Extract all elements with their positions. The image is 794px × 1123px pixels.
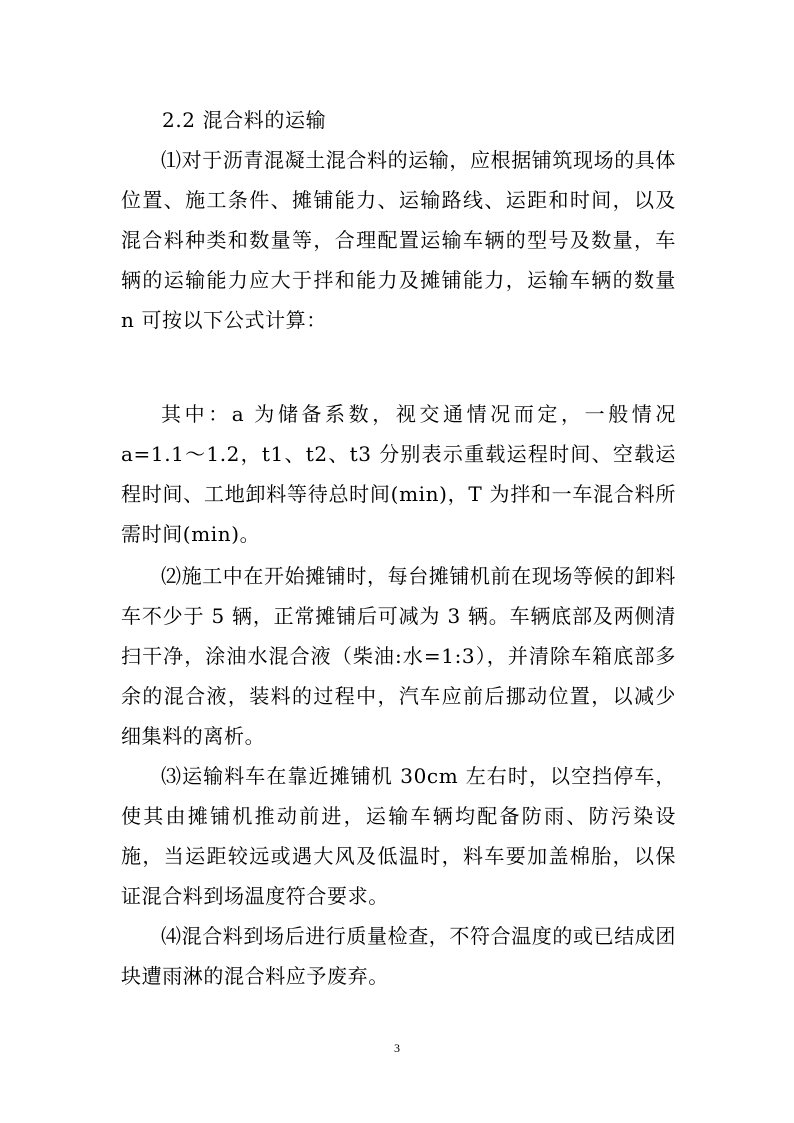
paragraph-text: ⑴对于沥青混凝土混合料的运输，应根据铺筑现场的具体位置、施工条件、摊铺能力、运输路线、运距和时间，以及混合料种类和数量等，合理配置运输车辆的型号及数量，车辆的运输能力应大于拌和能力及摊铺能力，运输车辆的数量 n 可按以下公式计算： xyxy=(121,148,676,332)
paragraph-text: 其中：a 为储备系数，视交通情况而定，一般情况 a=1.1～1.2，t1、t2、t3 分别表示重载运程时间、空载运程时间、工地卸料等待总时间(min)，T 为拌和一车混合料所需时间(min)。 xyxy=(121,402,676,546)
section-heading: 2.2 混合料的运输 xyxy=(162,108,327,132)
paragraph-paving-start xyxy=(121,556,676,756)
page-number: 3 xyxy=(394,1041,400,1055)
paragraph-text: ⑷混合料到场后进行质量检查，不符合温度的或已结成团块遭雨淋的混合料应予废弃。 xyxy=(121,924,676,988)
paragraph-text: ⑶运输料车在靠近摊铺机 30cm 左右时，以空挡停车，使其由摊铺机推动前进，运输车辆均配备防雨、防污染设施，当运距较远或遇大风及低温时，料车要加盖棉胎，以保证混合料到场温度符合要求。 xyxy=(121,764,676,908)
paragraph-text: ⑵施工中在开始摊铺时，每台摊铺机前在现场等候的卸料车不少于 5 辆，正常摊铺后可减为 3 辆。车辆底部及两侧清扫干净，涂油水混合液（柴油:水=1:3），并清除车箱底部多余的混合液，装料的过程中，汽车应前后挪动位置，以减少细集料的离析。 xyxy=(121,564,676,748)
paragraph-formula-explanation xyxy=(121,394,676,554)
formula-area xyxy=(121,340,676,390)
paragraph-truck-approach xyxy=(121,756,676,916)
paragraph-transport-capacity xyxy=(121,140,676,340)
paragraph-quality-check xyxy=(121,916,676,996)
